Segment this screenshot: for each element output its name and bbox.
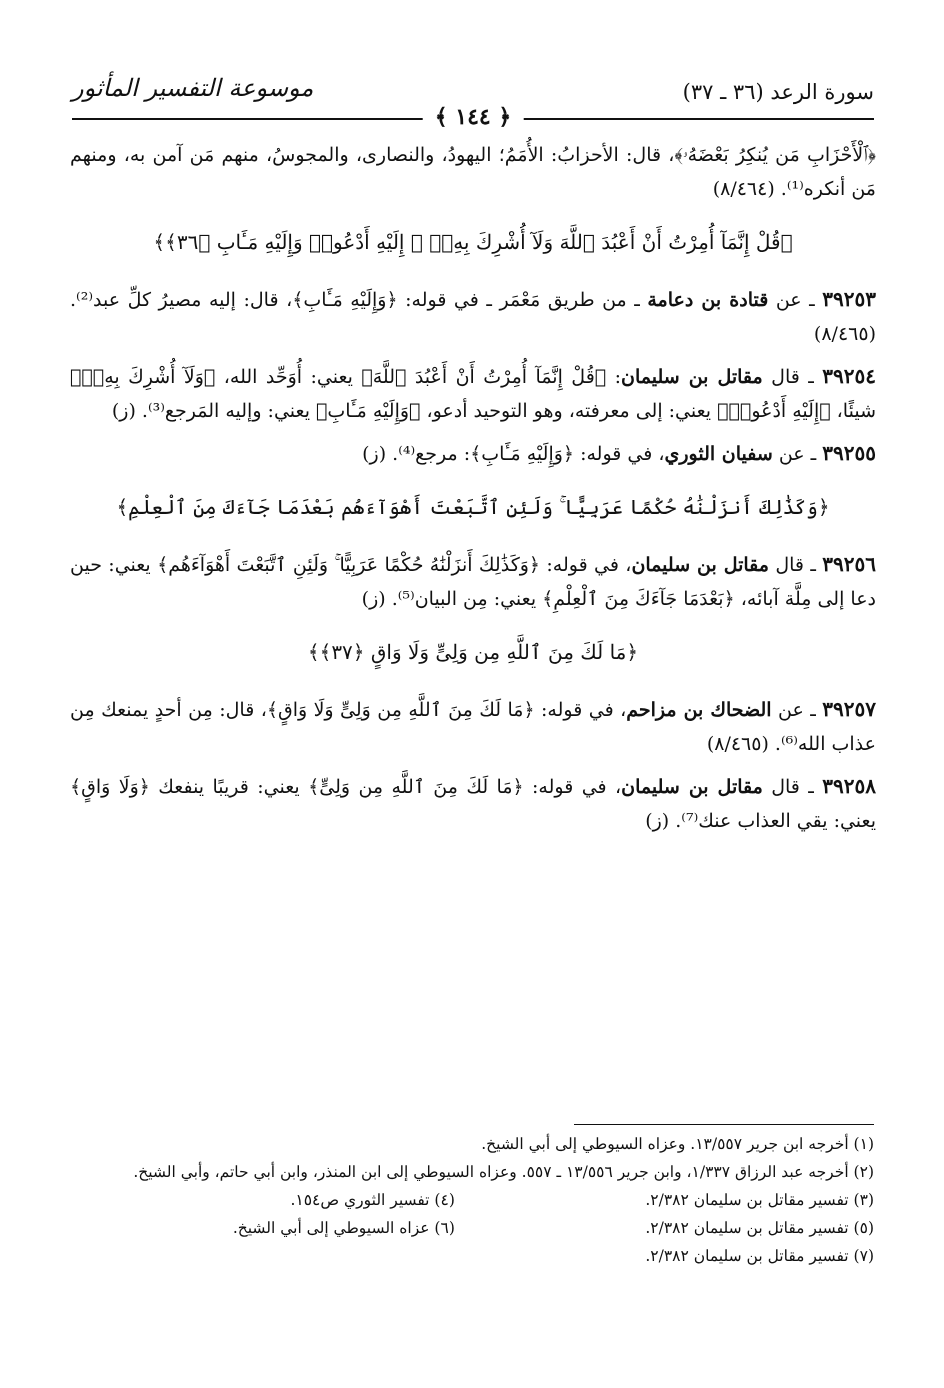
verse-36: ﴿قُلْ إِنَّمَآ أُمِرْتُ أَنْ أَعْبُدَ ٱللَّهَ وَلَآ أُشْرِكَ بِهِۦٓ ۚ إِلَيْهِ أَدْعُوا۟ وَإِلَيْهِ مَـَٔابِ ﴿٣٦﴾﴾ <box>153 230 793 254</box>
verse-37a: ﴿وَكَذَٰلِكَ أَنزَلْنَٰهُ حُكْمًا عَرَبِيًّا ۚ وَلَئِنِ ٱتَّبَعْتَ أَهْوَآءَهُم بَعْدَمَا جَآءَكَ مِنَ ٱلْعِلْمِ﴾ <box>116 495 830 519</box>
entry-number: ٣٩٢٥٨ <box>822 774 876 798</box>
narrator-name: مقاتل بن سليمان <box>621 366 763 388</box>
entry-text: ، في قوله: ﴿وَكَذَٰلِكَ أَنزَلْنَٰهُ حُكْمًا عَرَبِيًّا ۚ وَلَئِنِ ٱتَّبَعْتَ أَهْوَآءَهُم﴾ يعني: حين دعا إلى مِلَّة آبائه، ﴿بَعْدَمَا جَآءَكَ مِنَ ٱلْعِلْمِ﴾ يعني: مِن البيان⁽⁵⁾. (ز) <box>70 554 876 610</box>
entry-number: ٣٩٢٥٦ <box>822 552 877 576</box>
entry-text: : ﴿قُلْ إِنَّمَآ أُمِرْتُ أَنْ أَعْبُدَ ٱللَّهَ﴾ يعني: أُوَحِّد الله، ﴿وَلَآ أُشْرِكَ بِهِۦٓ﴾ شيئًا، ﴿إِلَيْهِ أَدْعُوا۟﴾ يعني: إلى معرفته، وهو التوحيد أدعو، ﴿وَإِلَيْهِ مَـَٔابِ﴾ يعني: وإليه المَرجع⁽³⁾. (ز) <box>70 366 876 422</box>
page-header <box>72 66 874 130</box>
footnote-5: (٥) تفسير مقاتل بن سليمان ٢/٣٨٢. <box>645 1219 874 1237</box>
entry-number: ٣٩٢٥٣ <box>822 287 876 311</box>
entry-number: ٣٩٢٥٧ <box>822 697 876 721</box>
entry-39255 <box>70 436 876 471</box>
footnote-7: (٧) تفسير مقاتل بن سليمان ٢/٣٨٢. <box>645 1247 874 1265</box>
entry-number: ٣٩٢٥٥ <box>822 441 876 465</box>
entry-prefix: ـ عن <box>771 699 823 721</box>
entry-39253 <box>70 282 876 351</box>
entry-text: ـ من طريق مَعْمَر ـ في قوله: ﴿وَإِلَيْهِ مَـَٔابِ﴾، قال: إليه مصيرُ كلِّ عبد⁽²⁾. (٨/٤٦٥) <box>70 289 876 345</box>
footnote-row <box>68 1214 874 1242</box>
verse-37b: ﴿مَا لَكَ مِنَ ٱللَّهِ مِن وَلِىٍّ وَلَا وَاقٍ ﴿٣٧﴾﴾ <box>307 640 639 664</box>
footnote-2: (٢) أخرجه عبد الرزاق ١/٣٣٧، وابن جرير ١٣/٥٥٦ ـ ٥٥٧. وعزاه السيوطي إلى ابن المنذر، وابن أبي حاتم، وأبي الشيخ. <box>133 1163 874 1181</box>
entry-text: ، في قوله: ﴿مَا لَكَ مِنَ ٱللَّهِ مِن وَلِىٍّ وَلَا وَاقٍ﴾، قال: مِن أحدٍ يمنعك مِن عذاب الله⁽⁶⁾. (٨/٤٦٥) <box>70 699 876 755</box>
footnotes <box>68 1130 874 1270</box>
narrator-name: مقاتل بن سليمان <box>621 776 763 798</box>
footnote-6: (٦) عزاه السيوطي إلى أبي الشيخ. <box>232 1219 455 1237</box>
entry-39258 <box>70 769 876 838</box>
entry-prefix: ـ قال <box>762 776 823 798</box>
narrator-name: الضحاك بن مزاحم <box>626 699 772 721</box>
entry-39257 <box>70 692 876 761</box>
footnote-4: (٤) تفسير الثوري ص١٥٤. <box>290 1191 455 1209</box>
page-body <box>70 138 876 846</box>
entry-39254 <box>70 359 876 428</box>
entry-prefix: ـ عن <box>772 443 823 465</box>
page-number: ﴿ ١٤٤ ﴾ <box>423 104 524 130</box>
entry-text: ، في قوله: ﴿مَا لَكَ مِنَ ٱللَّهِ مِن وَلِىٍّ﴾ يعني: قريبًا ينفعك ﴿وَلَا وَاقٍ﴾ يعني: يقي العذاب عنك⁽⁷⁾. (ز) <box>70 776 876 832</box>
surah-header: سورة الرعد (٣٦ ـ ٣٧) <box>682 80 874 104</box>
entry-39256 <box>70 547 876 616</box>
narrator-name: سفيان الثوري <box>664 443 773 465</box>
entry-prefix: ـ قال <box>762 366 823 388</box>
footnote-separator <box>574 1124 874 1125</box>
footnote-3: (٣) تفسير مقاتل بن سليمان ٢/٣٨٢. <box>645 1191 874 1209</box>
intro-paragraph: ﴿ٱلْأَحْزَابِ مَن يُنكِرُ بَعْضَهُۥ﴾، قال: الأحزابُ: الأُمَمُ؛ اليهودُ، والنصارى، والمجوسُ، منهم مَن آمن به، ومنهم مَن أنكره⁽¹⁾. (٨/٤٦٤) <box>70 144 876 200</box>
entry-prefix: ـ عن <box>768 289 823 311</box>
book-title: موسوعة التفسير المأثور <box>72 74 314 102</box>
entry-text: ، في قوله: ﴿وَإِلَيْهِ مَـَٔابِ﴾: مرجع⁽⁴⁾. (ز) <box>362 443 665 465</box>
footnote-row <box>68 1186 874 1214</box>
entry-number: ٣٩٢٥٤ <box>822 364 876 388</box>
narrator-name: مقاتل بن سليمان <box>631 554 769 576</box>
footnote-1: (١) أخرجه ابن جرير ١٣/٥٥٧. وعزاه السيوطي إلى أبي الشيخ. <box>481 1135 874 1153</box>
narrator-name: قتادة بن دعامة <box>647 289 769 311</box>
entry-prefix: ـ قال <box>768 554 823 576</box>
